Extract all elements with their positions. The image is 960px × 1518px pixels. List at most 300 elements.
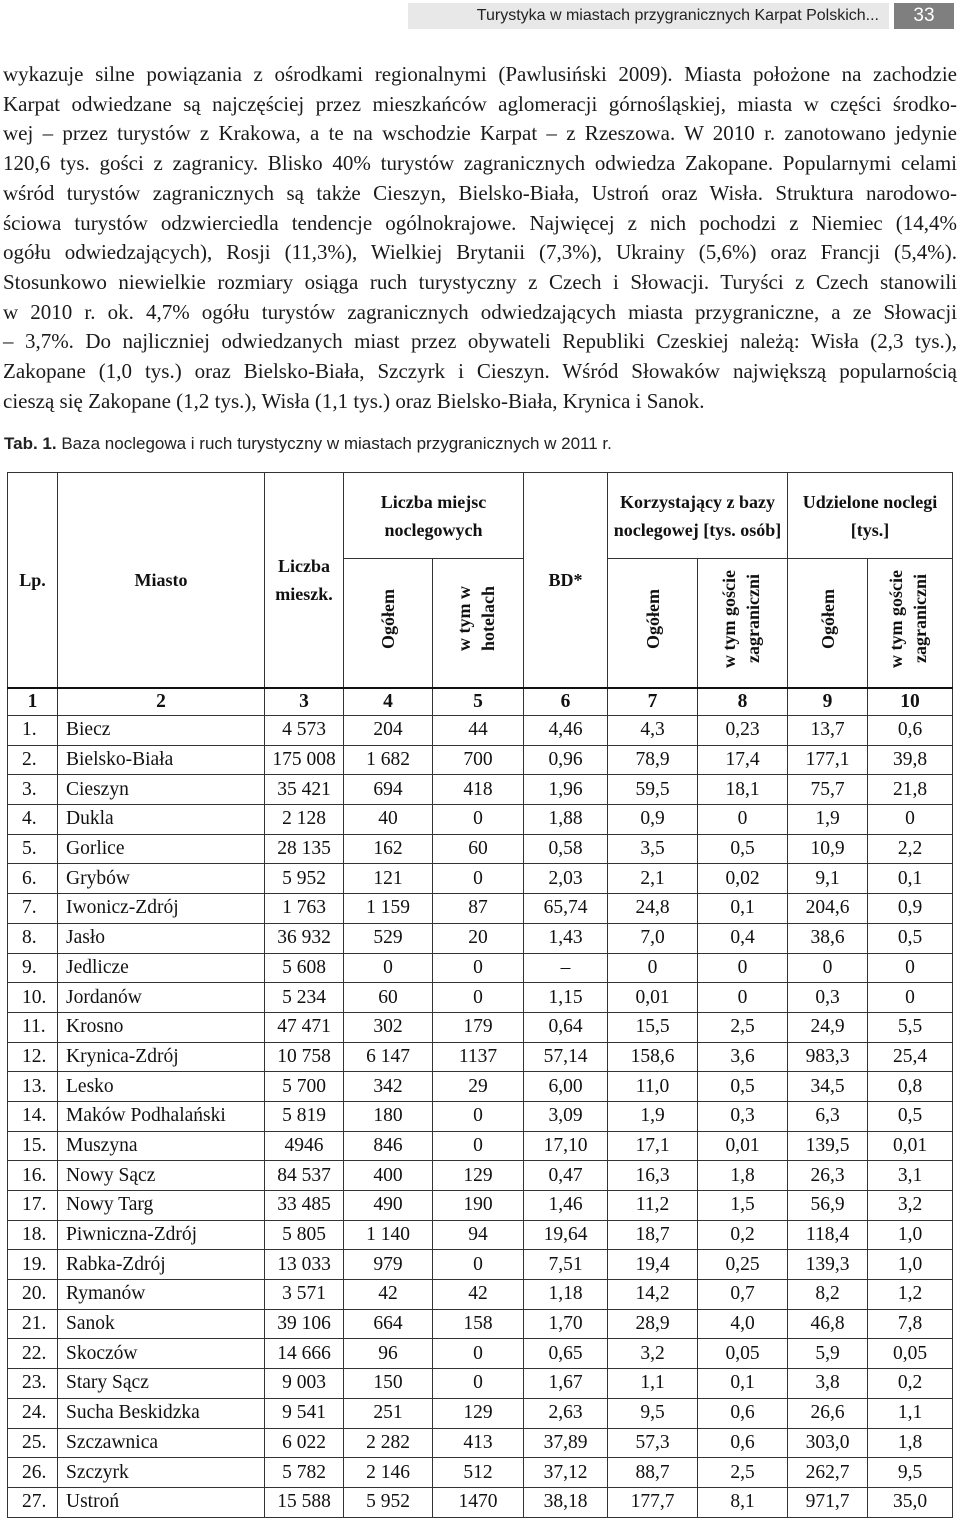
table-cell: 0,5 bbox=[868, 1101, 953, 1131]
table-cell: 413 bbox=[433, 1428, 524, 1458]
body-paragraph bbox=[3, 60, 957, 416]
table-cell: 1,1 bbox=[868, 1398, 953, 1428]
table-cell: 46,8 bbox=[788, 1309, 868, 1339]
table-row bbox=[8, 1131, 953, 1161]
table-cell: 2,5 bbox=[698, 1012, 788, 1042]
header-liczba-miejsc: Liczba miejsc noclegowych bbox=[344, 473, 524, 559]
city-name: Jordanów bbox=[58, 983, 265, 1013]
table-row bbox=[8, 716, 953, 746]
table-cell: 1137 bbox=[433, 1042, 524, 1072]
table-cell: 10,9 bbox=[788, 834, 868, 864]
table-cell: 2 146 bbox=[344, 1458, 433, 1488]
table-cell: 5 952 bbox=[344, 1487, 433, 1517]
city-name: Sanok bbox=[58, 1309, 265, 1339]
table-cell: 1,8 bbox=[698, 1161, 788, 1191]
table-row bbox=[8, 1012, 953, 1042]
table-cell: 342 bbox=[344, 1072, 433, 1102]
table-cell: 1,2 bbox=[868, 1280, 953, 1310]
table-cell: 2,03 bbox=[524, 864, 608, 894]
table-cell: 1,67 bbox=[524, 1369, 608, 1399]
table-row bbox=[8, 1191, 953, 1221]
table-cell: 0 bbox=[344, 953, 433, 983]
table-cell: 34,5 bbox=[788, 1072, 868, 1102]
header-miejsca-ogolem bbox=[344, 559, 433, 689]
table-row bbox=[8, 1369, 953, 1399]
table-cell: 2,1 bbox=[608, 864, 698, 894]
table-row bbox=[8, 1042, 953, 1072]
table-cell: 0,2 bbox=[698, 1220, 788, 1250]
table-cell: 2,63 bbox=[524, 1398, 608, 1428]
table-cell: 13 033 bbox=[265, 1250, 344, 1280]
table-cell: 18,1 bbox=[698, 775, 788, 805]
row-number: 21. bbox=[8, 1309, 58, 1339]
table-cell: 14 666 bbox=[265, 1339, 344, 1369]
city-name: Krynica-Zdrój bbox=[58, 1042, 265, 1072]
column-number: 8 bbox=[698, 688, 788, 716]
table-cell: 26,6 bbox=[788, 1398, 868, 1428]
table-cell: 56,9 bbox=[788, 1191, 868, 1221]
table-cell: 1 682 bbox=[344, 745, 433, 775]
row-number: 23. bbox=[8, 1369, 58, 1399]
table-cell: 5 782 bbox=[265, 1458, 344, 1488]
table-cell: 0,64 bbox=[524, 1012, 608, 1042]
table-cell: 5 700 bbox=[265, 1072, 344, 1102]
table-cell: 0 bbox=[698, 805, 788, 835]
table-cell: 35 421 bbox=[265, 775, 344, 805]
table-cell: 47 471 bbox=[265, 1012, 344, 1042]
table-row bbox=[8, 805, 953, 835]
table-cell: 150 bbox=[344, 1369, 433, 1399]
table-cell: 0,3 bbox=[698, 1101, 788, 1131]
column-number: 4 bbox=[344, 688, 433, 716]
table-cell: 979 bbox=[344, 1250, 433, 1280]
row-number: 1. bbox=[8, 716, 58, 746]
page-number: 33 bbox=[894, 3, 954, 29]
table-row bbox=[8, 775, 953, 805]
table-cell: 1 763 bbox=[265, 894, 344, 924]
header-korzystajacy-zagraniczni-text: w tym goście zagraniczni bbox=[718, 570, 763, 668]
table-cell: 20 bbox=[433, 923, 524, 953]
table-cell: 39,8 bbox=[868, 745, 953, 775]
table-cell: 0,5 bbox=[698, 1072, 788, 1102]
table-cell: 129 bbox=[433, 1398, 524, 1428]
row-number: 11. bbox=[8, 1012, 58, 1042]
paragraph-line: ściowa turystów odzwierciedla tendencje ogólnokrajowe. Najwięcej z nich pochodzi z Niemiec (14,4% bbox=[3, 210, 957, 235]
table-cell: 17,1 bbox=[608, 1131, 698, 1161]
table-cell: 3,6 bbox=[698, 1042, 788, 1072]
table-cell: 42 bbox=[433, 1280, 524, 1310]
table-cell: 971,7 bbox=[788, 1487, 868, 1517]
table-cell: 40 bbox=[344, 805, 433, 835]
header-liczba-mieszk: Liczba mieszk. bbox=[265, 473, 344, 689]
row-number: 27. bbox=[8, 1487, 58, 1517]
table-cell: 3,2 bbox=[608, 1339, 698, 1369]
table-cell: 0 bbox=[433, 864, 524, 894]
table-cell: 19,4 bbox=[608, 1250, 698, 1280]
table-caption-text: Baza noclegowa i ruch turystyczny w miastach przygranicznych w 2011 r. bbox=[61, 434, 612, 453]
table-cell: 35,0 bbox=[868, 1487, 953, 1517]
table-cell: 1,1 bbox=[608, 1369, 698, 1399]
row-number: 7. bbox=[8, 894, 58, 924]
table-cell: 16,3 bbox=[608, 1161, 698, 1191]
row-number: 2. bbox=[8, 745, 58, 775]
table-cell: 0,1 bbox=[698, 1369, 788, 1399]
table-row bbox=[8, 1309, 953, 1339]
city-name: Muszyna bbox=[58, 1131, 265, 1161]
table-cell: 2,5 bbox=[698, 1458, 788, 1488]
row-number: 18. bbox=[8, 1220, 58, 1250]
column-number: 1 bbox=[8, 688, 58, 716]
row-number: 10. bbox=[8, 983, 58, 1013]
table-row bbox=[8, 894, 953, 924]
running-title: Turystyka w miastach przygranicznych Karpat Polskich... bbox=[476, 7, 879, 24]
table-cell: 9 541 bbox=[265, 1398, 344, 1428]
table-cell: 65,74 bbox=[524, 894, 608, 924]
table-cell: 1,46 bbox=[524, 1191, 608, 1221]
table-cell: 60 bbox=[344, 983, 433, 1013]
row-number: 22. bbox=[8, 1339, 58, 1369]
row-number: 3. bbox=[8, 775, 58, 805]
header-miejsca-ogolem-text: Ogółem bbox=[378, 589, 398, 649]
city-name: Stary Sącz bbox=[58, 1369, 265, 1399]
table-caption bbox=[4, 434, 612, 454]
table-cell: 28 135 bbox=[265, 834, 344, 864]
table-row bbox=[8, 1101, 953, 1131]
header-lp: Lp. bbox=[8, 473, 58, 689]
table-caption-label: Tab. 1. bbox=[4, 434, 57, 453]
table-cell: 0,6 bbox=[868, 716, 953, 746]
table-cell: 0 bbox=[788, 953, 868, 983]
row-number: 19. bbox=[8, 1250, 58, 1280]
paragraph-line: ogółu odwiedzających), Rosji (11,3%), Wielkiej Brytanii (7,3%), Ukrainy (5,6%) oraz Francji (5,4%). bbox=[3, 240, 957, 265]
table-row bbox=[8, 745, 953, 775]
table-cell: 1,9 bbox=[608, 1101, 698, 1131]
table-cell: 302 bbox=[344, 1012, 433, 1042]
table-cell: 0,02 bbox=[698, 864, 788, 894]
table-cell: 0,01 bbox=[608, 983, 698, 1013]
row-number: 9. bbox=[8, 953, 58, 983]
table-cell: 17,10 bbox=[524, 1131, 608, 1161]
city-name: Szczawnica bbox=[58, 1428, 265, 1458]
table-cell: 87 bbox=[433, 894, 524, 924]
table-cell: 96 bbox=[344, 1339, 433, 1369]
table-cell: 0 bbox=[698, 983, 788, 1013]
table-row bbox=[8, 1398, 953, 1428]
table-cell: 158 bbox=[433, 1309, 524, 1339]
table-cell: 139,5 bbox=[788, 1131, 868, 1161]
table-cell: 983,3 bbox=[788, 1042, 868, 1072]
table-cell: 664 bbox=[344, 1309, 433, 1339]
running-header bbox=[408, 3, 889, 29]
table-cell: 37,89 bbox=[524, 1428, 608, 1458]
table-cell: 3,1 bbox=[868, 1161, 953, 1191]
table-cell: 0,5 bbox=[868, 923, 953, 953]
table-cell: 1,0 bbox=[868, 1220, 953, 1250]
table-cell: 0,01 bbox=[868, 1131, 953, 1161]
paragraph-line: wej – przez turystów z Krakowa, a te na wschodzie Karpat – z Rzeszowa. W 2010 r. zanotowano jedynie bbox=[3, 121, 957, 146]
paragraph-line: 120,6 tys. gości z zagranicy. Blisko 40% turystów zagranicznych odwiedza Zakopane. Popularnymi celami bbox=[3, 151, 957, 176]
header-udzielone: Udzielone noclegi [tys.] bbox=[788, 473, 953, 559]
header-korzystajacy-ogolem bbox=[608, 559, 698, 689]
table-cell: 3,8 bbox=[788, 1369, 868, 1399]
table-cell: 4 573 bbox=[265, 716, 344, 746]
table-cell: 11,2 bbox=[608, 1191, 698, 1221]
table-cell: 0 bbox=[868, 953, 953, 983]
table-row bbox=[8, 1072, 953, 1102]
city-name: Rymanów bbox=[58, 1280, 265, 1310]
table-cell: 1,88 bbox=[524, 805, 608, 835]
table-cell: 175 008 bbox=[265, 745, 344, 775]
table-cell: 13,7 bbox=[788, 716, 868, 746]
column-number: 3 bbox=[265, 688, 344, 716]
city-name: Gorlice bbox=[58, 834, 265, 864]
table-cell: 5,5 bbox=[868, 1012, 953, 1042]
table-cell: 24,9 bbox=[788, 1012, 868, 1042]
table-cell: 139,3 bbox=[788, 1250, 868, 1280]
table-cell: 0,3 bbox=[788, 983, 868, 1013]
table-cell: 0,47 bbox=[524, 1161, 608, 1191]
table-cell: 29 bbox=[433, 1072, 524, 1102]
city-name: Jedlicze bbox=[58, 953, 265, 983]
row-number: 24. bbox=[8, 1398, 58, 1428]
table-cell: 57,3 bbox=[608, 1428, 698, 1458]
paragraph-line: wśród turystów zagranicznych są także Cieszyn, Bielsko-Biała, Ustroń oraz Wisła. Struktura narodowo- bbox=[3, 180, 957, 205]
table-cell: 0,05 bbox=[868, 1339, 953, 1369]
header-w-hotelach bbox=[433, 559, 524, 689]
row-number: 12. bbox=[8, 1042, 58, 1072]
table-cell: 78,9 bbox=[608, 745, 698, 775]
table-cell: 0 bbox=[433, 1131, 524, 1161]
table-cell: 529 bbox=[344, 923, 433, 953]
table-cell: 0,05 bbox=[698, 1339, 788, 1369]
table-cell: 0,6 bbox=[698, 1398, 788, 1428]
table-cell: 42 bbox=[344, 1280, 433, 1310]
city-name: Piwniczna-Zdrój bbox=[58, 1220, 265, 1250]
header-korzystajacy-ogolem-text: Ogółem bbox=[642, 589, 663, 649]
table-cell: 0,23 bbox=[698, 716, 788, 746]
table-cell: 251 bbox=[344, 1398, 433, 1428]
table-row bbox=[8, 1339, 953, 1369]
table-cell: 1 140 bbox=[344, 1220, 433, 1250]
table-cell: 5 819 bbox=[265, 1101, 344, 1131]
table-cell: 4,46 bbox=[524, 716, 608, 746]
table-cell: 0,2 bbox=[868, 1369, 953, 1399]
table-cell: 0,9 bbox=[868, 894, 953, 924]
table-cell: 57,14 bbox=[524, 1042, 608, 1072]
header-noclegi-ogolem bbox=[788, 559, 868, 689]
table-cell: 26,3 bbox=[788, 1161, 868, 1191]
table-row bbox=[8, 923, 953, 953]
city-name: Grybów bbox=[58, 864, 265, 894]
table-cell: 418 bbox=[433, 775, 524, 805]
data-table bbox=[7, 472, 953, 1518]
table-cell: 0,58 bbox=[524, 834, 608, 864]
table-row bbox=[8, 1280, 953, 1310]
table-cell: 37,12 bbox=[524, 1458, 608, 1488]
table-cell: 1,8 bbox=[868, 1428, 953, 1458]
table-cell: 1,70 bbox=[524, 1309, 608, 1339]
table-cell: 0 bbox=[698, 953, 788, 983]
table-cell: 204,6 bbox=[788, 894, 868, 924]
table-row bbox=[8, 953, 953, 983]
table-cell: 15 588 bbox=[265, 1487, 344, 1517]
table-cell: 5 234 bbox=[265, 983, 344, 1013]
table-cell: 1470 bbox=[433, 1487, 524, 1517]
table-row bbox=[8, 1428, 953, 1458]
table-cell: 60 bbox=[433, 834, 524, 864]
table-cell: 1,5 bbox=[698, 1191, 788, 1221]
table-cell: 190 bbox=[433, 1191, 524, 1221]
table-cell: 33 485 bbox=[265, 1191, 344, 1221]
table-cell: 0 bbox=[433, 805, 524, 835]
city-name: Szczyrk bbox=[58, 1458, 265, 1488]
row-number: 8. bbox=[8, 923, 58, 953]
table-cell: 177,1 bbox=[788, 745, 868, 775]
table-cell: 4946 bbox=[265, 1131, 344, 1161]
header-korzystajacy-zagraniczni bbox=[698, 559, 788, 689]
table-cell: 3,2 bbox=[868, 1191, 953, 1221]
table-cell: 39 106 bbox=[265, 1309, 344, 1339]
table-cell: 204 bbox=[344, 716, 433, 746]
row-number: 20. bbox=[8, 1280, 58, 1310]
table-row bbox=[8, 1487, 953, 1517]
city-name: Cieszyn bbox=[58, 775, 265, 805]
table-cell: 0 bbox=[433, 1339, 524, 1369]
header-noclegi-zagraniczni-text: w tym goście zagraniczni bbox=[886, 570, 930, 668]
paragraph-line: Zakopane (1,0 tys.) oraz Bielsko-Biała, Szczyrk i Cieszyn. Wśród Słowaków największą popularnością bbox=[3, 359, 957, 384]
table-cell: 121 bbox=[344, 864, 433, 894]
table-cell: 0,01 bbox=[698, 1131, 788, 1161]
city-name: Biecz bbox=[58, 716, 265, 746]
city-name: Nowy Targ bbox=[58, 1191, 265, 1221]
row-number: 26. bbox=[8, 1458, 58, 1488]
table-cell: 84 537 bbox=[265, 1161, 344, 1191]
row-number: 15. bbox=[8, 1131, 58, 1161]
table-cell: 9,5 bbox=[608, 1398, 698, 1428]
paragraph-line: Stosunkowo niewielkie rozmiary osiąga ruch turystyczny z Czech i Słowacji. Turyści z Czech stanowili bbox=[3, 269, 957, 294]
city-name: Sucha Beskidzka bbox=[58, 1398, 265, 1428]
table-cell: 4,3 bbox=[608, 716, 698, 746]
table-cell: 0 bbox=[433, 1369, 524, 1399]
table-cell: 0 bbox=[868, 983, 953, 1013]
table-cell: 7,8 bbox=[868, 1309, 953, 1339]
city-name: Maków Podhalański bbox=[58, 1101, 265, 1131]
table-cell: 179 bbox=[433, 1012, 524, 1042]
table-row bbox=[8, 1250, 953, 1280]
table-cell: 180 bbox=[344, 1101, 433, 1131]
table-cell: 36 932 bbox=[265, 923, 344, 953]
table-cell: 44 bbox=[433, 716, 524, 746]
table-cell: 0 bbox=[433, 983, 524, 1013]
table-cell: 0,7 bbox=[698, 1280, 788, 1310]
table-cell: 0,6 bbox=[698, 1428, 788, 1458]
header-korzystajacy: Korzystający z bazy noclegowej [tys. osób] bbox=[608, 473, 788, 559]
table-cell: 700 bbox=[433, 745, 524, 775]
header-noclegi-ogolem-text: Ogółem bbox=[817, 589, 838, 649]
table-cell: 5 805 bbox=[265, 1220, 344, 1250]
table-cell: 1 159 bbox=[344, 894, 433, 924]
city-name: Dukla bbox=[58, 805, 265, 835]
table-row bbox=[8, 1458, 953, 1488]
table-cell: 3,5 bbox=[608, 834, 698, 864]
table-cell: 0 bbox=[433, 953, 524, 983]
table-cell: 5 608 bbox=[265, 953, 344, 983]
table-body bbox=[8, 688, 953, 1517]
table-cell: 177,7 bbox=[608, 1487, 698, 1517]
table-row bbox=[8, 983, 953, 1013]
table-cell: 9,1 bbox=[788, 864, 868, 894]
table-cell: 512 bbox=[433, 1458, 524, 1488]
table-cell: 8,1 bbox=[698, 1487, 788, 1517]
table-cell: 0,9 bbox=[608, 805, 698, 835]
table-cell: 262,7 bbox=[788, 1458, 868, 1488]
paragraph-line: – 3,7%. Do najliczniej odwiedzanych miast przez obywateli Republiki Czeskiej należą: Wisła (2,3 tys.), bbox=[3, 329, 957, 354]
column-number-row bbox=[8, 688, 953, 716]
table-cell: 15,5 bbox=[608, 1012, 698, 1042]
table-cell: 0,25 bbox=[698, 1250, 788, 1280]
table-cell: 1,43 bbox=[524, 923, 608, 953]
city-name: Bielsko-Biała bbox=[58, 745, 265, 775]
city-name: Nowy Sącz bbox=[58, 1161, 265, 1191]
header-bd: BD* bbox=[524, 473, 608, 689]
header-miasto: Miasto bbox=[58, 473, 265, 689]
table-cell: 303,0 bbox=[788, 1428, 868, 1458]
table-cell: 0 bbox=[433, 1250, 524, 1280]
table-cell: 10 758 bbox=[265, 1042, 344, 1072]
table-cell: – bbox=[524, 953, 608, 983]
table-cell: 21,8 bbox=[868, 775, 953, 805]
table-cell: 6 022 bbox=[265, 1428, 344, 1458]
table-cell: 0,1 bbox=[698, 894, 788, 924]
table-cell: 1,96 bbox=[524, 775, 608, 805]
table-cell: 11,0 bbox=[608, 1072, 698, 1102]
table-cell: 5,9 bbox=[788, 1339, 868, 1369]
table-row bbox=[8, 864, 953, 894]
row-number: 25. bbox=[8, 1428, 58, 1458]
table-cell: 17,4 bbox=[698, 745, 788, 775]
table-cell: 1,0 bbox=[868, 1250, 953, 1280]
column-number: 2 bbox=[58, 688, 265, 716]
city-name: Rabka-Zdrój bbox=[58, 1250, 265, 1280]
table-cell: 2 282 bbox=[344, 1428, 433, 1458]
paragraph-line: cieszą się Zakopane (1,2 tys.), Wisła (1,1 tys.) oraz Bielsko-Biała, Krynica i Sanok. bbox=[3, 388, 705, 413]
header-noclegi-zagraniczni bbox=[868, 559, 953, 689]
row-number: 16. bbox=[8, 1161, 58, 1191]
table-cell: 694 bbox=[344, 775, 433, 805]
city-name: Skoczów bbox=[58, 1339, 265, 1369]
table-cell: 400 bbox=[344, 1161, 433, 1191]
row-number: 14. bbox=[8, 1101, 58, 1131]
table-cell: 0,96 bbox=[524, 745, 608, 775]
table-cell: 7,51 bbox=[524, 1250, 608, 1280]
paragraph-line: Karpat odwiedzane są najczęściej przez mieszkańców aglomeracji górnośląskiej, miasta w części środko- bbox=[3, 91, 957, 116]
table-cell: 846 bbox=[344, 1131, 433, 1161]
table-row bbox=[8, 834, 953, 864]
table-cell: 0,5 bbox=[698, 834, 788, 864]
row-number: 5. bbox=[8, 834, 58, 864]
table-cell: 129 bbox=[433, 1161, 524, 1191]
city-name: Ustroń bbox=[58, 1487, 265, 1517]
column-number: 9 bbox=[788, 688, 868, 716]
column-number: 5 bbox=[433, 688, 524, 716]
table-cell: 28,9 bbox=[608, 1309, 698, 1339]
table-cell: 2 128 bbox=[265, 805, 344, 835]
table-cell: 0 bbox=[608, 953, 698, 983]
table-cell: 88,7 bbox=[608, 1458, 698, 1488]
table-cell: 38,6 bbox=[788, 923, 868, 953]
column-number: 6 bbox=[524, 688, 608, 716]
table-cell: 19,64 bbox=[524, 1220, 608, 1250]
